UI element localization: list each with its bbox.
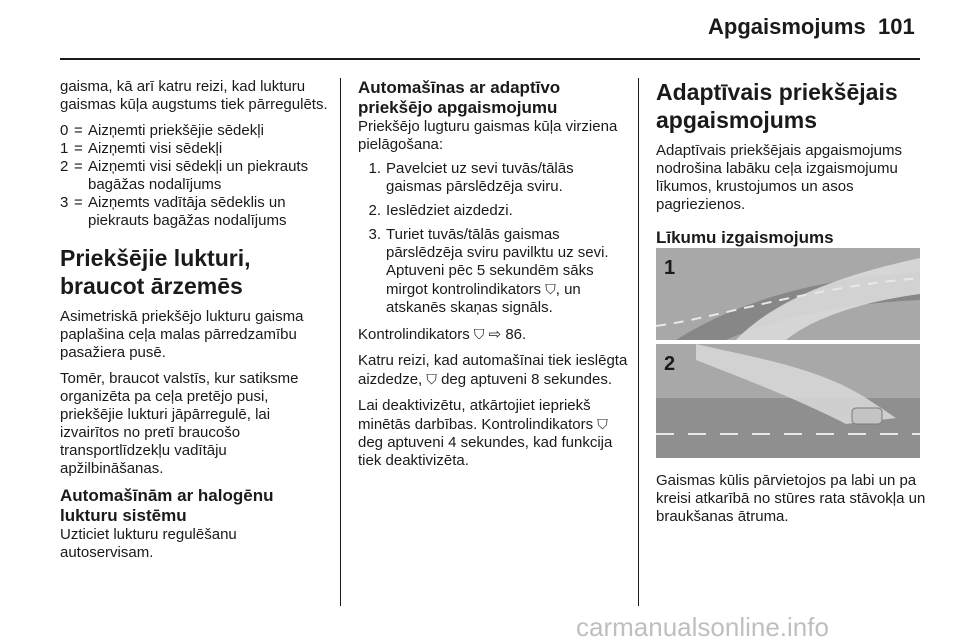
- section-heading: Adaptīvais priekšējais apgaismojums: [656, 79, 898, 133]
- column-2: [358, 78, 630, 478]
- figure-label-2: 2: [664, 353, 676, 375]
- seat-load-list: [60, 122, 332, 230]
- paragraph: Tomēr, braucot valstīs, kur satiksme organizēta pa ceļa pretējo pusi, priekšējie lukturi jāpārregulē, lai izvairītos no pretī braucošo transportlīdzekļu vadītāju apžilbināšanas.: [60, 370, 299, 477]
- page-reference-icon: ⇨: [488, 326, 502, 343]
- column-1: [60, 78, 332, 570]
- headlamp-indicator-icon: ⛉: [473, 326, 485, 342]
- list-item: 1. Pavelciet uz sevi tuvās/tālās gaismas pārslēdzēja sviru.: [368, 160, 574, 195]
- road: [656, 398, 920, 458]
- subsection-heading: Līkumu izgaismojums: [656, 228, 834, 247]
- curve-lighting-illustration: [656, 248, 920, 458]
- list-item: 3. Turiet tuvās/tālās gaismas pārslēdzēja sviru pavilktu uz sevi. Aptuveni pēc 5 sekundēm sāks mirgot kontrolindikators ⛉, un atskanēs skaņas signāls.: [368, 226, 609, 316]
- headlamp-indicator-icon: ⛉: [426, 371, 437, 387]
- figure-caption: Gaismas kūlis pārvietojos pa labi un pa kreisi atkarībā no stūres rata stāvokļa un braukšanas ātruma.: [656, 472, 926, 525]
- steps-list: [358, 160, 630, 317]
- section-heading: Priekšējie lukturi, braucot ārzemēs: [60, 245, 251, 299]
- column-3: [656, 78, 926, 248]
- list-item: 0 = Aizņemti priekšējie sēdekļi: [60, 122, 264, 139]
- column-divider: [340, 78, 341, 606]
- column-divider: [638, 78, 639, 606]
- paragraph: Lai deaktivizētu, atkārtojiet iepriekš minētās darbības. Kontrolindikators ⛉ deg aptuveni 4 sekundes, kad funkcija tiek deaktivizēta.: [358, 397, 613, 469]
- list-item: 2. Ieslēdziet aizdedzi.: [368, 202, 513, 219]
- subsection-heading: Automašīnām ar halogēnu lukturu sistēmu: [60, 486, 274, 525]
- headlamp-indicator-icon: ⛉: [545, 281, 556, 297]
- figure-label-1: 1: [664, 257, 676, 279]
- car-icon: [852, 408, 882, 424]
- paragraph: Uzticiet lukturu regulēšanu autoservisam.: [60, 526, 237, 561]
- paragraph: Katru reizi, kad automašīnai tiek ieslēgta aizdedze, ⛉ deg aptuveni 8 sekundes.: [358, 352, 628, 388]
- paragraph: Adaptīvais priekšējais apgaismojums nodrošina labāku ceļa izgaismojumu līkumos, krustojumos un asos pagriezienos.: [656, 142, 902, 213]
- headlamp-indicator-icon: ⛉: [597, 416, 608, 432]
- list-item: 2 = Aizņemti visi sēdekļi un piekrauts bagāžas nodalījums: [60, 158, 309, 193]
- paragraph: Kontrolindikators ⛉ ⇨ 86.: [358, 326, 527, 343]
- paragraph: Asimetriskā priekšējo lukturu gaisma paplašina ceļa malas pārredzamību pasažiera pusē.: [60, 308, 304, 361]
- intro-paragraph: gaisma, kā arī katru reizi, kad lukturu gaismas kūļa augstums tiek pārregulēts.: [60, 78, 328, 113]
- watermark: carmanualsonline.info: [576, 612, 829, 642]
- subsection-heading: Automašīnas ar adaptīvo priekšējo apgaismojumu: [358, 78, 561, 117]
- header-divider: [60, 58, 920, 60]
- list-item: 1 = Aizņemti visi sēdekļi: [60, 140, 223, 157]
- page-number: 101: [878, 14, 915, 39]
- caption-block: [656, 472, 926, 534]
- paragraph: Priekšējo lugturu gaismas kūļa virziena pielāgošana:: [358, 118, 618, 153]
- page-title: Apgaismojums: [708, 14, 866, 39]
- list-item: 3 = Aizņemts vadītāja sēdeklis un piekrauts bagāžas nodalījums: [60, 194, 287, 229]
